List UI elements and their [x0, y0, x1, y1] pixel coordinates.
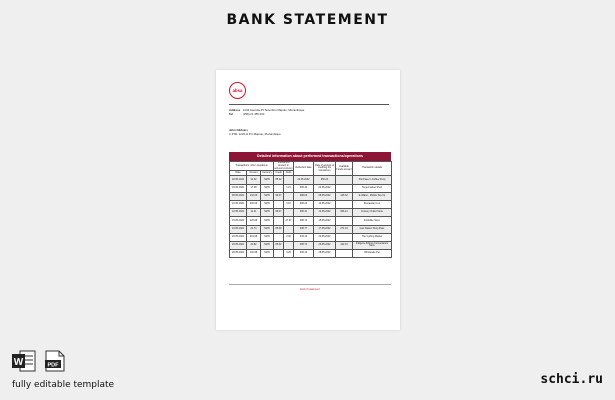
cell-credit [274, 184, 284, 192]
cell-description: E-Wallet - Mobile Top-Up [353, 192, 392, 200]
bank-address [229, 108, 304, 116]
cell-debit: 2.30 [284, 233, 294, 241]
cell-currency: MZN [261, 217, 274, 225]
cell-date: 20.05.2022 [230, 233, 247, 241]
cell-debit [284, 241, 294, 249]
cell-available: 432.33 [336, 241, 353, 249]
cell-currency: MZN [261, 225, 274, 233]
cell-description: Wholesale Pet [353, 250, 392, 258]
cell-reflection: 005.34 [294, 184, 314, 192]
cell-credit [274, 217, 284, 225]
cell-credit: 85.32 [274, 241, 284, 249]
statement-page [216, 70, 400, 330]
cell-credit [274, 233, 284, 241]
cell-currency: MZN [261, 200, 274, 208]
address-value: 1234 Avenida 25 Setembro Maputo, Mozambique [243, 108, 305, 112]
header-transactions: Transactions, other operations [230, 162, 274, 171]
cell-date-flow: 20.05.2022 [314, 233, 336, 241]
tel-label: Tel [229, 112, 233, 116]
address-label: Address [229, 108, 241, 112]
subheader-date: Date [230, 171, 247, 176]
cell-debit: 1.21 [284, 184, 294, 192]
cell-description: The Cycling Market [353, 233, 392, 241]
table-banner: Detailed information about performed transactions/operations [229, 152, 391, 161]
table-row [230, 200, 392, 208]
cell-reflection: 485.74 [294, 241, 314, 249]
cell-available [336, 233, 353, 241]
cell-reflection: 043.13 [294, 233, 314, 241]
logo-text: absa [232, 88, 243, 93]
cell-date: 28.05.2022 [230, 250, 247, 258]
cell-date: 04.05.2022 [230, 184, 247, 192]
cell-description: Gas Station Shop Pass [353, 225, 392, 233]
page-title: BANK STATEMENT [226, 12, 389, 28]
cell-available [336, 176, 353, 184]
end-of-statement: End of statement [300, 288, 320, 291]
client-block [229, 128, 281, 136]
cell-date: 10.05.2022 [230, 200, 247, 208]
cell-reflection: 095.31 [294, 209, 314, 217]
cell-available [336, 250, 353, 258]
cell-available [336, 200, 353, 208]
table-row [230, 241, 392, 249]
cell-amount: 102.98 [247, 250, 261, 258]
table-row [230, 192, 392, 200]
cell-date-flow: 28.05.2022 [314, 250, 336, 258]
cell-date-flow: 15.05.2022 [314, 217, 336, 225]
pdf-label: PDF [47, 362, 59, 369]
header-date-flow: Date of amount of crediting the transaction [314, 162, 336, 176]
header-reflection: Reflection date [294, 162, 314, 176]
cell-date-flow: 950.23 [314, 176, 336, 184]
header-divider [229, 104, 389, 105]
cell-debit: 47.27 [284, 217, 294, 225]
absa-logo [229, 82, 246, 99]
cell-date-flow: 12.05.2022 [314, 209, 336, 217]
cell-currency: MZN [261, 250, 274, 258]
cell-credit: 85.39 [274, 225, 284, 233]
cell-debit: 3.10 [284, 200, 294, 208]
cell-amount: 12.32 [247, 176, 261, 184]
cell-reflection: 408.77 [294, 225, 314, 233]
table-row [230, 217, 392, 225]
cell-reflection: 485.74 [294, 217, 314, 225]
cell-amount: 22.82 [247, 241, 261, 249]
subheader-currency: Currency [262, 170, 272, 174]
cell-credit: 98.27 [274, 209, 284, 217]
footer-divider [229, 284, 391, 285]
cell-debit: 4.29 [284, 250, 294, 258]
cell-description: Purchase in Coffee Shop [353, 176, 392, 184]
word-letter: W [13, 357, 24, 368]
table-row [230, 225, 392, 233]
cell-amount: 201.98 [247, 233, 261, 241]
cell-currency: MZN [261, 209, 274, 217]
header-amount-currency: Transaction amount in account currency [274, 161, 293, 170]
cell-date: 16.05.2022 [230, 225, 247, 233]
cell-date: 12.05.2022 [230, 209, 247, 217]
cell-currency: MZN [261, 241, 274, 249]
tel-value: (258) 21 355 000 [243, 112, 265, 116]
cell-credit: 99.27 [274, 192, 284, 200]
editable-caption: fully editable template [12, 380, 115, 390]
cell-date: 15.05.2022 [230, 217, 247, 225]
cell-date-flow: 26.05.2022 [314, 241, 336, 249]
cell-currency: MZN [261, 176, 274, 184]
site-brand: schci.ru [540, 372, 603, 387]
table-row [230, 250, 392, 258]
cell-date-flow: 17.05.2022 [314, 225, 336, 233]
cell-description: Indigene Airlines Convenience Store [353, 241, 392, 249]
subheader-debit: Debit [284, 171, 294, 176]
word-icon [12, 350, 36, 372]
cell-credit [274, 200, 284, 208]
cell-amount: 21.74 [247, 225, 261, 233]
cell-date-flow: 10.05.2022 [314, 200, 336, 208]
subheader-amount: Amount [247, 171, 261, 176]
cell-reflection: 02.05.2022 [294, 176, 314, 184]
cell-currency: MZN [261, 192, 274, 200]
cell-description: Restaurant Lux [353, 200, 392, 208]
table-row [230, 209, 392, 217]
cell-credit: 85.32 [274, 176, 284, 184]
cell-date: 26.05.2022 [230, 241, 247, 249]
subheader-credit: Credit [275, 170, 282, 174]
cell-currency: MZN [261, 233, 274, 241]
cell-date: 02.05.2022 [230, 176, 247, 184]
cell-available [336, 217, 353, 225]
cell-debit [284, 225, 294, 233]
pdf-icon [45, 350, 65, 372]
cell-available: 271.33 [336, 225, 353, 233]
cell-debit [284, 192, 294, 200]
client-name: John Gibbons [229, 128, 248, 132]
cell-amount: 132.09 [247, 192, 261, 200]
cell-date-flow: 08.05.2022 [314, 192, 336, 200]
transactions-table [229, 161, 392, 258]
client-address: C.P.80, 1224-H P.C.Maputo, Mozambique [229, 132, 281, 136]
cell-description: Grocery Outlet Store [353, 209, 392, 217]
cell-description: E-Mobile Store [353, 217, 392, 225]
cell-amount: 11.41 [247, 209, 261, 217]
cell-debit [284, 209, 294, 217]
cell-amount: 17.08 [247, 184, 261, 192]
cell-available: 906.21 [336, 209, 353, 217]
cell-available [336, 184, 353, 192]
cell-reflection: 305.13 [294, 250, 314, 258]
table-row [230, 176, 392, 184]
header-description: Transaction details [353, 162, 392, 176]
cell-credit [274, 250, 284, 258]
table-row [230, 184, 392, 192]
cell-debit [284, 176, 294, 184]
cell-date: 08.05.2022 [230, 192, 247, 200]
cell-date-flow: 04.05.2022 [314, 184, 336, 192]
cell-reflection: 908.23 [294, 200, 314, 208]
cell-amount: 120.08 [247, 217, 261, 225]
cell-amount: 200.09 [247, 200, 261, 208]
table-row [230, 233, 392, 241]
header-available: Available Funds amount [336, 162, 353, 176]
cell-reflection: 098.03 [294, 192, 314, 200]
cell-currency: MZN [261, 184, 274, 192]
cell-description: Supermarket Shell [353, 184, 392, 192]
cell-available: 148.32 [336, 192, 353, 200]
